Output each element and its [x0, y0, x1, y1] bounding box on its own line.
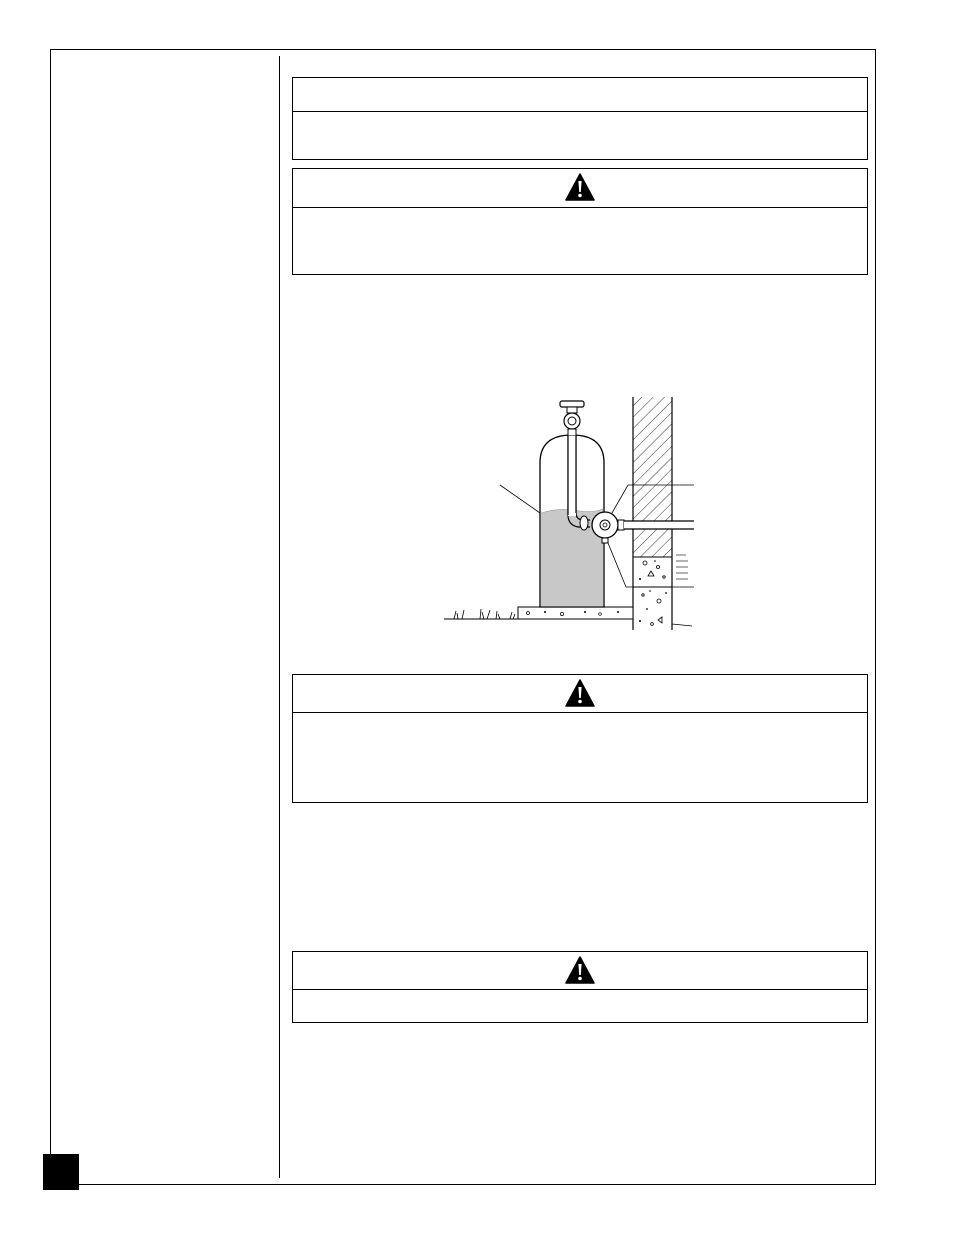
propane-tank-figure: [440, 395, 710, 635]
supply-pipe: [624, 521, 694, 529]
tank-valve: [560, 401, 584, 436]
warning-box-3: [292, 951, 868, 1023]
warning-triangle-icon: [565, 173, 595, 201]
warning-box-1-header: [293, 169, 867, 208]
warning-box-1: [292, 168, 868, 275]
wall: [633, 397, 688, 630]
page-number-block: [43, 1154, 79, 1190]
warning-triangle-icon: [565, 956, 595, 984]
note-box-header: [293, 78, 867, 112]
concrete-pad: [518, 607, 633, 619]
warning-box-2-header: [293, 675, 867, 713]
warning-box-2: [292, 674, 868, 803]
warning-triangle-icon: [565, 679, 595, 707]
note-box: [292, 77, 868, 160]
warning-box-3-header: [293, 952, 867, 990]
column-divider: [279, 56, 280, 1178]
